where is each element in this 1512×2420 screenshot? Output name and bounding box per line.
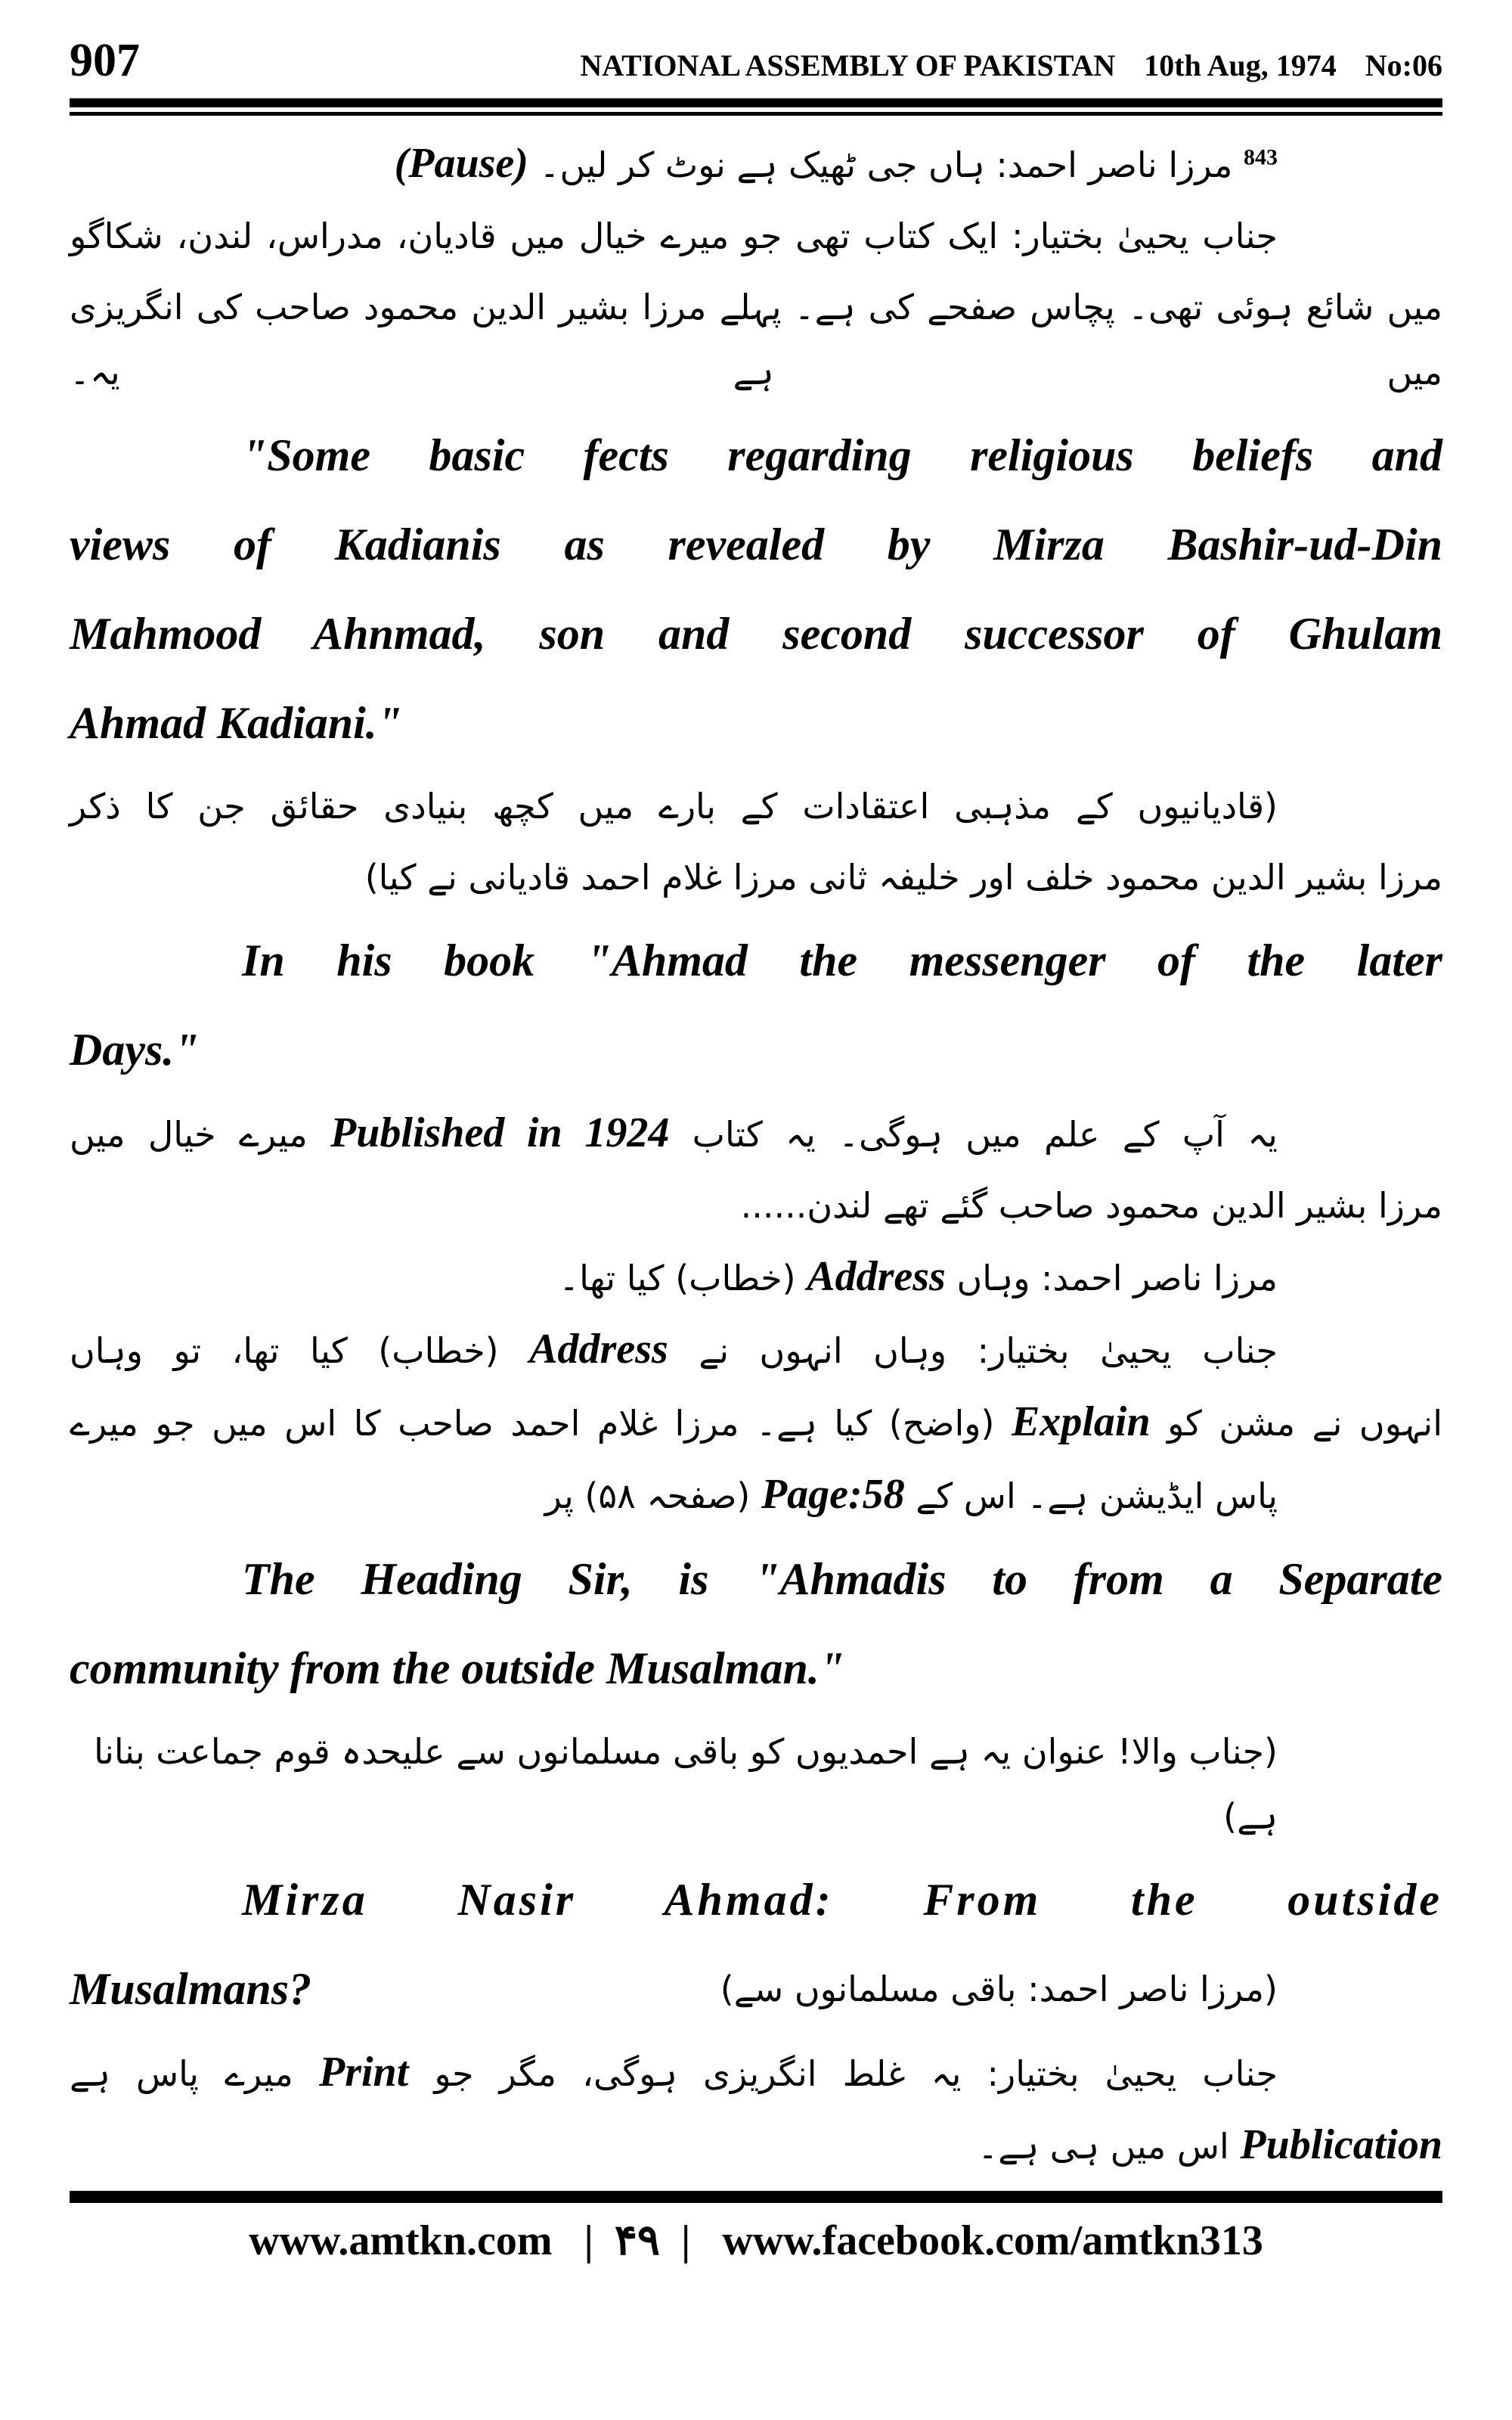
- urdu-line: Publication اس میں ہی ہے۔: [978, 2121, 1442, 2168]
- urdu-line: مرزا بشیر الدین محمود خلف اور خلیفہ ثانی مرزا غلام احمد قادیانی نے کیا): [364, 857, 1442, 898]
- quote-line: Musalmans?: [70, 1964, 312, 2014]
- header-rule-thick: [70, 98, 1442, 107]
- header-text: [559, 39, 1442, 92]
- quote-line: community from the outside Musalman.": [70, 1643, 845, 1693]
- urdu-line: مرزا ناصر احمد: وہاں Address (خطاب) کیا تھا۔: [559, 1253, 1278, 1300]
- header-number: No:06: [1365, 48, 1442, 82]
- header-date: 10th Aug, 1974: [1144, 48, 1337, 82]
- quote-line: views of Kadianis as revealed by Mirza Bashir-ud-Din: [70, 520, 1442, 569]
- urdu-line: (جناب والا! عنوان یہ ہے احمدیوں کو باقی مسلمانوں سے علیحدہ قوم جماعت بنانا ہے): [94, 1731, 1278, 1837]
- urdu-line: یہ آپ کے علم میں ہوگی۔ یہ کتاب Published in 1924 میرے خیال میں: [70, 1109, 1278, 1156]
- header-title: NATIONAL ASSEMBLY OF PAKISTAN: [580, 48, 1116, 82]
- footer-page: ۴۹: [614, 2217, 660, 2264]
- footer-website: www.amtkn.com: [249, 2217, 553, 2264]
- urdu-line: میں شائع ہوئی تھی۔ پچاس صفحے کی ہے۔ پہلے مرزا بشیر الدین محمود صاحب کی انگریزی میں ہے یہ۔: [70, 287, 1442, 392]
- quote-line: In his book "Ahmad the messenger of the later: [242, 935, 1442, 985]
- quote-line: Days.": [70, 1025, 200, 1075]
- quote-line: Ahmad Kadiani.": [70, 698, 403, 748]
- quote-line: "Some basic fects regarding religious beliefs and: [242, 430, 1442, 480]
- quote-line: Mahmood Ahnmad, son and second successor of Ghulam: [70, 609, 1442, 659]
- urdu-line: مرزا بشیر الدین محمود صاحب گئے تھے لندن......: [740, 1185, 1442, 1226]
- page-number: 907: [70, 35, 140, 86]
- urdu-line: $^{843}$ مرزا ناصر احمد: ہاں جی ٹھیک ہے نوٹ کر لیں۔ (Pause): [394, 140, 1278, 187]
- speaker-line: Mirza Nasir Ahmad: From the outside: [242, 1875, 1442, 1925]
- running-header: [70, 30, 1442, 92]
- urdu-line: جناب یحییٰ بختیار: ایک کتاب تھی جو میرے خیال میں قادیان، مدراس، لندن، شکاگو: [70, 216, 1278, 256]
- urdu-line: پاس ایڈیشن ہے۔ اس کے Page:58 (صفحہ ۵۸) پر: [544, 1471, 1278, 1518]
- urdu-line: (مرزا ناصر احمد: باقی مسلمانوں سے): [720, 1969, 1278, 2009]
- footer-facebook: www.facebook.com/amtkn313: [722, 2217, 1263, 2264]
- footer-rule: [70, 2191, 1442, 2203]
- quote-line: The Heading Sir, is "Ahmadis to from a Separate: [242, 1554, 1442, 1604]
- urdu-line: جناب یحییٰ بختیار: وہاں انہوں نے Address (خطاب) کیا تھا، تو وہاں: [70, 1326, 1278, 1373]
- footer: www.amtkn.com | ۴۹ | www.facebook.com/amtkn313: [249, 2217, 1263, 2264]
- urdu-line: جناب یحییٰ بختیار: یہ غلط انگریزی ہوگی، مگر جو Print میرے پاس ہے: [70, 2049, 1278, 2096]
- page-marker: 843: [1244, 144, 1278, 170]
- header-rule-thin: [70, 112, 1442, 116]
- urdu-line: (قادیانیوں کے مذہبی اعتقادات کے بارے میں کچھ بنیادی حقائق جن کا ذکر: [70, 786, 1278, 827]
- mixed-line: [70, 1944, 1442, 2034]
- document-page: [70, 0, 1442, 2271]
- urdu-line: انہوں نے مشن کو Explain (واضح) کیا ہے۔ مرزا غلام احمد صاحب کا اس میں جو میرے: [70, 1398, 1443, 1445]
